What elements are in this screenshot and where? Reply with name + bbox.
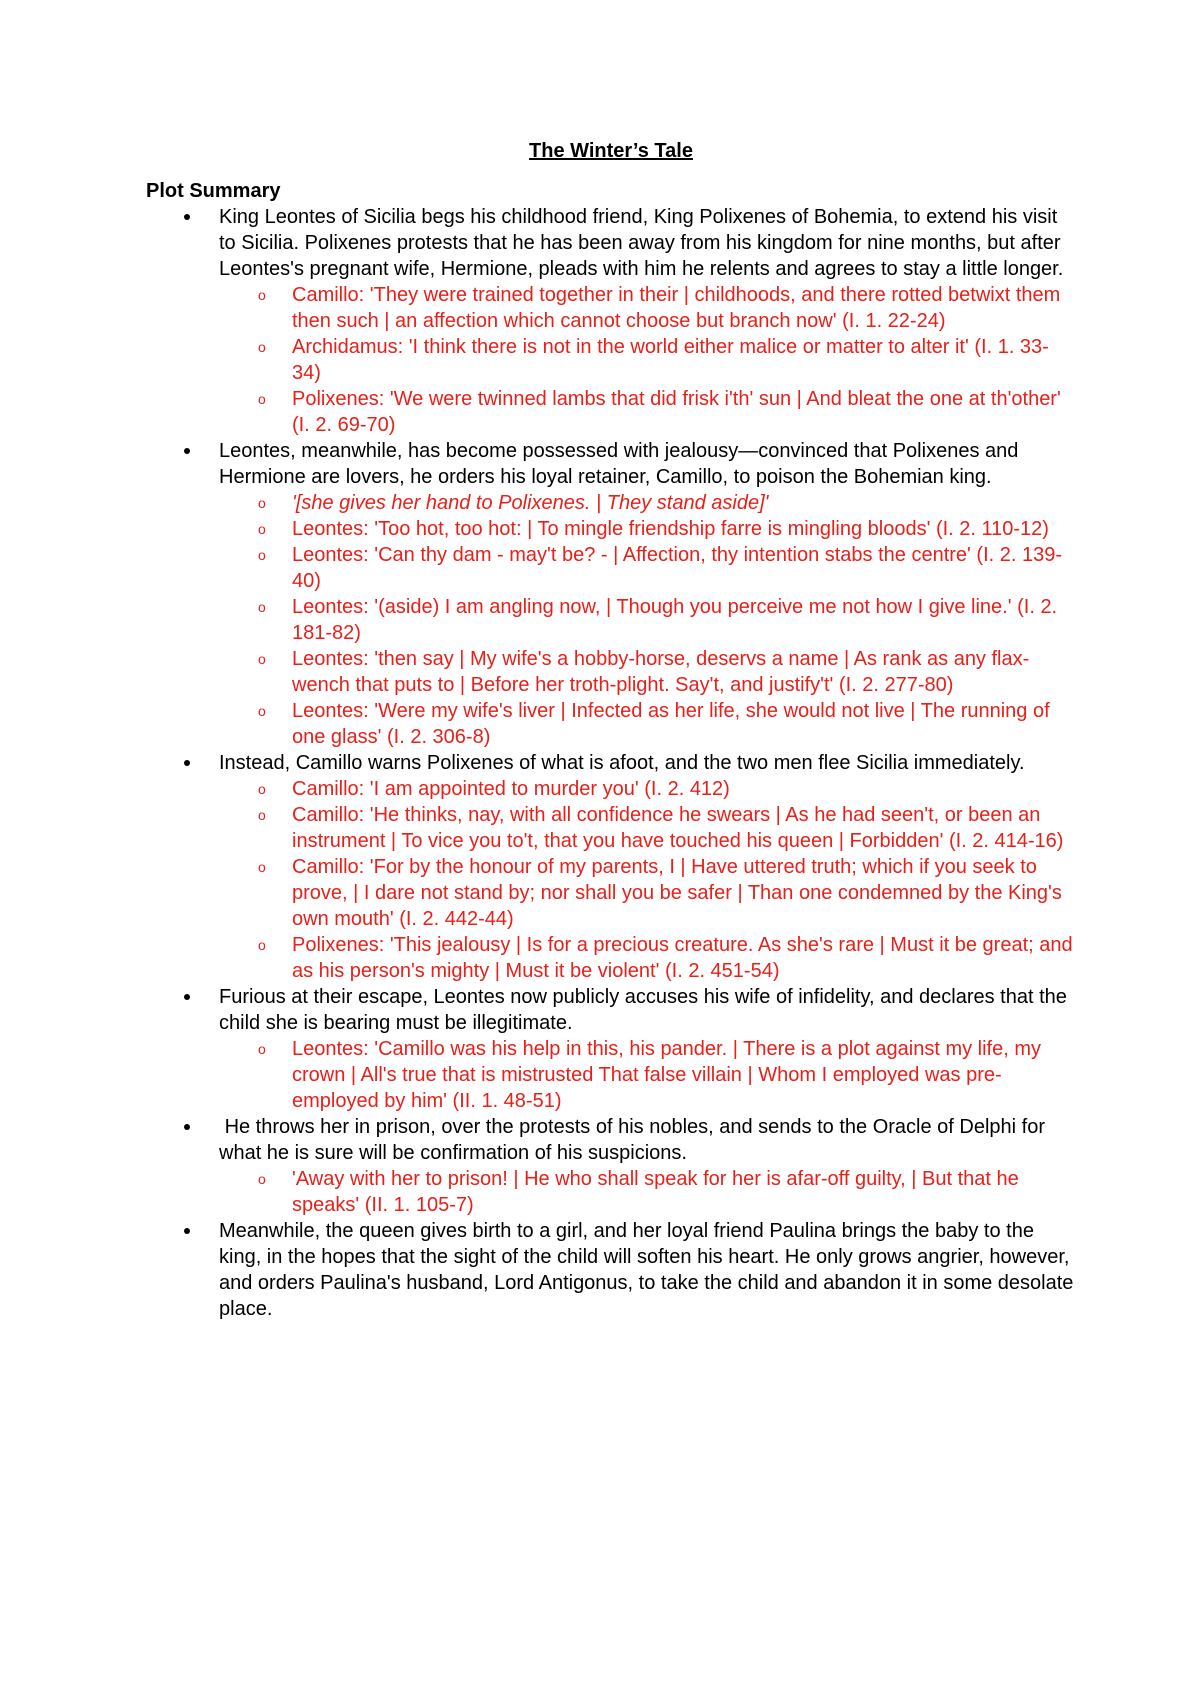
quote-text: Camillo: 'They were trained together in their | childhoods, and there rotted betwixt them then such | an affection which cannot choose but branch now' (I. 1. 22-24)	[292, 284, 1061, 332]
document-page	[146, 138, 1076, 1322]
circle-bullet-icon: o	[258, 547, 266, 563]
quote-item	[219, 516, 1076, 542]
circle-bullet-icon: o	[258, 859, 266, 875]
circle-bullet-icon: o	[258, 807, 266, 823]
quote-item	[219, 594, 1076, 646]
quote-text: Polixenes: 'This jealousy | Is for a precious creature. As she's rare | Must it be great; and as his person's mighty | Must it be violent' (I. 2. 451-54)	[292, 934, 1073, 982]
plot-point-text: Instead, Camillo warns Polixenes of what is afoot, and the two men flee Sicilia immediately.	[219, 752, 1025, 774]
quote-item	[219, 932, 1076, 984]
quote-item	[219, 1036, 1076, 1114]
bullet-icon	[184, 760, 190, 766]
section-heading: Plot Summary	[146, 180, 281, 202]
circle-bullet-icon: o	[258, 703, 266, 719]
quote-text: 'Away with her to prison! | He who shall speak for her is afar-off guilty, | But that he speaks' (II. 1. 105-7)	[292, 1168, 1019, 1216]
plot-point-text: He throws her in prison, over the protests of his nobles, and sends to the Oracle of Delphi for what he is sure will be confirmation of his suspicions.	[219, 1116, 1051, 1164]
quote-item	[219, 282, 1076, 334]
quote-text: Archidamus: 'I think there is not in the world either malice or matter to alter it' (I. 1. 33-34)	[292, 336, 1049, 384]
quote-item	[219, 542, 1076, 594]
quote-item	[219, 776, 1076, 802]
circle-bullet-icon: o	[258, 339, 266, 355]
plot-summary-list	[146, 204, 1076, 1322]
plot-point	[146, 438, 1076, 750]
quote-item	[219, 698, 1076, 750]
quote-item	[219, 386, 1076, 438]
quote-item	[219, 1166, 1076, 1218]
quote-text: Leontes: 'Can thy dam - may't be? - | Affection, thy intention stabs the centre' (I. 2. 139-40)	[292, 544, 1063, 592]
quote-list	[219, 776, 1076, 984]
quote-text: Leontes: '(aside) I am angling now, | Though you perceive me not how I give line.' (I. 2. 181-82)	[292, 596, 1058, 644]
circle-bullet-icon: o	[258, 287, 266, 303]
quote-text: Leontes: 'Too hot, too hot: | To mingle friendship farre is mingling bloods' (I. 2. 110-12)	[292, 518, 1049, 540]
plot-point	[146, 1218, 1076, 1322]
quote-text: Camillo: 'I am appointed to murder you' (I. 2. 412)	[292, 778, 730, 800]
bullet-icon	[184, 994, 190, 1000]
document-title: The Winter’s Tale	[529, 140, 693, 162]
quote-text: Camillo: 'He thinks, nay, with all confidence he swears | As he had seen't, or been an instrument | To vice you to't, that you have touched his queen | Forbidden' (I. 2. 414-16)	[292, 804, 1064, 852]
circle-bullet-icon: o	[258, 391, 266, 407]
quote-text: Leontes: 'Were my wife's liver | Infected as her life, she would not live | The running of one glass' (I. 2. 306-8)	[292, 700, 1050, 748]
quote-item	[219, 490, 1076, 516]
stage-direction-text: '[she gives her hand to Polixenes. | They stand aside]'	[292, 492, 769, 514]
quote-item	[219, 334, 1076, 386]
quote-item	[219, 802, 1076, 854]
plot-point	[146, 204, 1076, 438]
plot-point-text: King Leontes of Sicilia begs his childhood friend, King Polixenes of Bohemia, to extend his visit to Sicilia. Polixenes protests that he has been away from his kingdom for nine months, but after Leontes's pregnant wife, Hermione, pleads with him he relents and agrees to stay a little longer.	[219, 206, 1064, 280]
plot-point	[146, 750, 1076, 984]
plot-point	[146, 984, 1076, 1114]
circle-bullet-icon: o	[258, 495, 266, 511]
quote-text: Leontes: 'Camillo was his help in this, his pander. | There is a plot against my life, my crown | All's true that is mistrusted That false villain | Whom I employed was pre-employed by him' (II. 1. 48-51)	[292, 1038, 1042, 1112]
bullet-icon	[184, 214, 190, 220]
circle-bullet-icon: o	[258, 781, 266, 797]
plot-point	[146, 1114, 1076, 1218]
quote-list	[219, 1036, 1076, 1114]
quote-list	[219, 282, 1076, 438]
circle-bullet-icon: o	[258, 937, 266, 953]
quote-text: Leontes: 'then say | My wife's a hobby-horse, deservs a name | As rank as any flax-wench that puts to | Before her troth-plight. Say't, and justify't' (I. 2. 277-80)	[292, 648, 1030, 696]
plot-point-text: Leontes, meanwhile, has become possessed with jealousy—convinced that Polixenes and Hermione are lovers, he orders his loyal retainer, Camillo, to poison the Bohemian king.	[219, 440, 1019, 488]
quote-item	[219, 646, 1076, 698]
circle-bullet-icon: o	[258, 599, 266, 615]
bullet-icon	[184, 448, 190, 454]
plot-point-text: Furious at their escape, Leontes now publicly accuses his wife of infidelity, and declares that the child she is bearing must be illegitimate.	[219, 986, 1067, 1034]
bullet-icon	[184, 1124, 190, 1130]
circle-bullet-icon: o	[258, 651, 266, 667]
quote-text: Camillo: 'For by the honour of my parents, I | Have uttered truth; which if you seek to prove, | I dare not stand by; nor shall you be safer | Than one condemned by the King's own mouth' (I. 2. 442-44)	[292, 856, 1062, 930]
circle-bullet-icon: o	[258, 521, 266, 537]
quote-list	[219, 490, 1076, 750]
bullet-icon	[184, 1228, 190, 1234]
quote-text: Polixenes: 'We were twinned lambs that did frisk i'th' sun | And bleat the one at th'other' (I. 2. 69-70)	[292, 388, 1061, 436]
circle-bullet-icon: o	[258, 1041, 266, 1057]
quote-list	[219, 1166, 1076, 1218]
circle-bullet-icon: o	[258, 1171, 266, 1187]
quote-item	[219, 854, 1076, 932]
plot-point-text: Meanwhile, the queen gives birth to a girl, and her loyal friend Paulina brings the baby to the king, in the hopes that the sight of the child will soften his heart. He only grows angrier, however, and orders Paulina's husband, Lord Antigonus, to take the child and abandon it in some desolate place.	[219, 1220, 1074, 1320]
